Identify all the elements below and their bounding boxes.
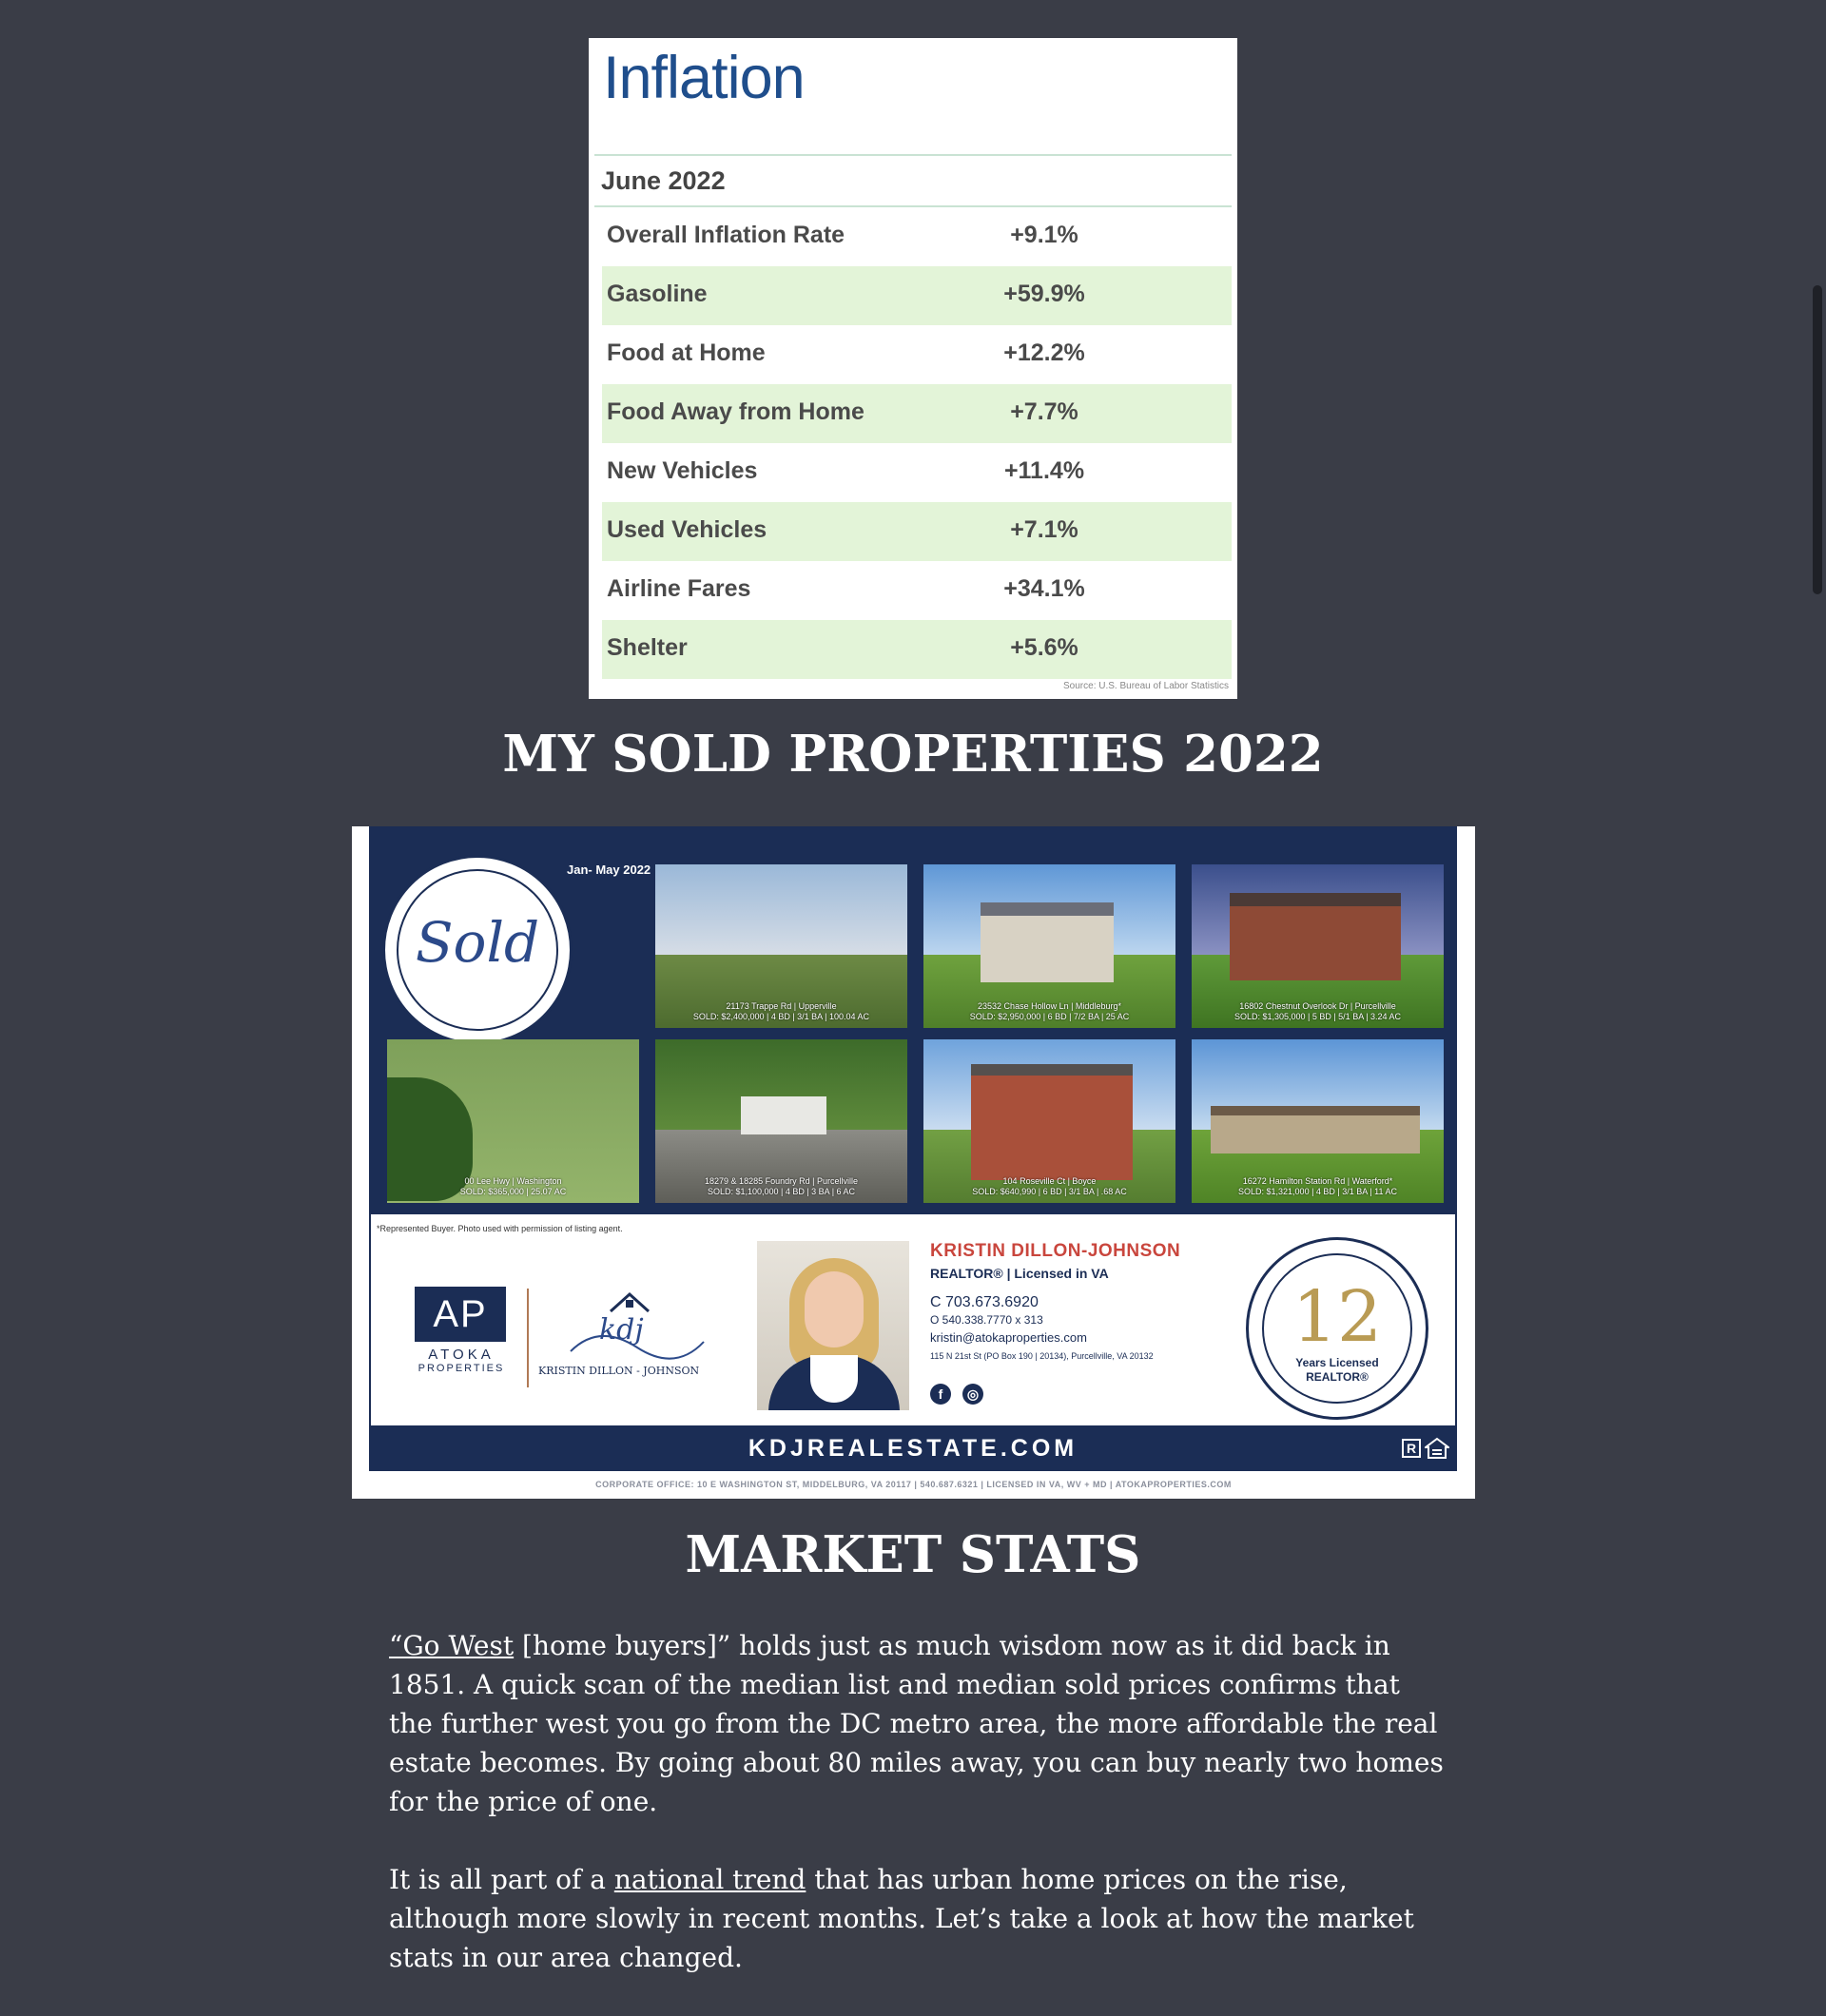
category-name: Overall Inflation Rate xyxy=(607,222,845,248)
property-photo xyxy=(923,864,1175,1028)
page-scrollbar[interactable] xyxy=(1809,0,1826,1988)
property-address: 104 Roseville Ct | Boyce xyxy=(1002,1176,1097,1186)
kdj-script: kdj xyxy=(599,1313,644,1347)
kdj-name: KRISTIN DILLON - JOHNSON xyxy=(538,1365,700,1377)
property-sold: SOLD: $2,400,000 | 4 BD | 3/1 BA | 100.04 AC xyxy=(692,1012,870,1021)
atoka-name: ATOKA xyxy=(428,1347,495,1363)
category-value: +9.1% xyxy=(1010,222,1078,248)
category-name: New Vehicles xyxy=(607,457,758,484)
agent-address: 115 N 21st St (PO Box 190 | 20134), Purcellville, VA 20132 xyxy=(930,1351,1154,1361)
paragraph-text: that has urban home prices on the rise, although more slowly in recent months. Let’s take a look at how the market stats in our area changed. xyxy=(389,1864,1414,1973)
property-photo xyxy=(655,864,907,1028)
paragraph-text: [home buyers]” holds just as much wisdom now as it did back in 1851. A quick scan of the median list and median sold prices confirms that the further west you go from the DC metro area, the more affordable the real estate becomes. By going about 80 miles away, you can buy nearly two homes for the price of one. xyxy=(389,1630,1444,1817)
years-line1: Years Licensed xyxy=(1295,1356,1379,1369)
inflation-row xyxy=(602,443,1232,502)
date-range: Jan- May 2022 xyxy=(567,863,651,877)
website-url: KDJREALESTATE.COM xyxy=(748,1435,1078,1462)
inflation-rows xyxy=(602,207,1232,679)
instagram-icon: ◎ xyxy=(962,1384,983,1405)
property-sold: SOLD: $1,305,000 | 5 BD | 5/1 BA | 3.24 AC xyxy=(1234,1012,1402,1021)
inflation-row xyxy=(602,207,1232,266)
category-name: Used Vehicles xyxy=(607,516,767,543)
agent-portrait xyxy=(757,1241,909,1410)
property-address: 00 Lee Hwy | Washington xyxy=(464,1176,562,1186)
category-name: Food Away from Home xyxy=(607,398,864,425)
inflation-month: June 2022 xyxy=(601,166,726,195)
agent-office: O 540.338.7770 x 313 xyxy=(930,1313,1043,1327)
property-address: 21173 Trappe Rd | Upperville xyxy=(726,1001,837,1011)
property-photo xyxy=(387,1039,639,1203)
property-address: 16802 Chestnut Overlook Dr | Purcellville xyxy=(1239,1001,1396,1011)
inflation-table-image xyxy=(589,38,1237,699)
property-sold: SOLD: $640,990 | 6 BD | 3/1 BA | .68 AC xyxy=(972,1187,1127,1196)
property-address: 16272 Hamilton Station Rd | Waterford* xyxy=(1242,1176,1393,1186)
inflation-row xyxy=(602,384,1232,443)
property-sold: SOLD: $2,950,000 | 6 BD | 7/2 BA | 25 AC xyxy=(969,1012,1130,1021)
scrollbar-thumb[interactable] xyxy=(1813,285,1822,594)
national-trend-link[interactable]: national trend xyxy=(613,1864,806,1895)
logo-divider xyxy=(527,1289,529,1387)
realtor-r-icon: R xyxy=(1402,1439,1421,1458)
inflation-row xyxy=(602,561,1232,620)
agent-name: KRISTIN DILLON-JOHNSON xyxy=(930,1241,1181,1261)
kdj-logo xyxy=(542,1285,723,1370)
category-name: Airline Fares xyxy=(607,575,751,602)
inflation-source: Source: U.S. Bureau of Labor Statistics xyxy=(1063,681,1229,691)
property-photo xyxy=(1192,1039,1444,1203)
atoka-logo: AP xyxy=(415,1287,506,1342)
inflation-row xyxy=(602,266,1232,325)
property-address: 18279 & 18285 Foundry Rd | Purcellville xyxy=(705,1176,858,1186)
property-sold: SOLD: $1,321,000 | 4 BD | 3/1 BA | 11 AC xyxy=(1238,1187,1397,1196)
equal-housing-icon xyxy=(1425,1437,1449,1460)
category-value: +34.1% xyxy=(1003,575,1085,602)
agent-email: kristin@atokaproperties.com xyxy=(930,1330,1087,1345)
inflation-row xyxy=(602,620,1232,679)
sold-script: Sold xyxy=(415,910,540,975)
website-bar xyxy=(369,1425,1457,1471)
property-sold: SOLD: $1,100,000 | 4 BD | 3 BA | 6 AC xyxy=(707,1187,856,1196)
article-paragraph xyxy=(389,1626,1447,1821)
paragraph-text: It is all part of a xyxy=(389,1864,614,1895)
category-value: +11.4% xyxy=(1003,457,1085,484)
atoka-sub: PROPERTIES xyxy=(418,1363,505,1374)
agent-cell: C 703.673.6920 xyxy=(930,1294,1039,1310)
category-value: +7.1% xyxy=(1010,516,1078,543)
go-west-link[interactable]: “Go West xyxy=(389,1630,515,1661)
category-name: Gasoline xyxy=(607,281,708,307)
agent-title: REALTOR® | Licensed in VA xyxy=(930,1266,1109,1281)
property-photo xyxy=(923,1039,1175,1203)
property-sold: SOLD: $365,000 | 25.07 AC xyxy=(459,1187,567,1196)
article-body xyxy=(389,1626,1447,2016)
inflation-row xyxy=(602,325,1232,384)
category-value: +5.6% xyxy=(1010,634,1078,661)
flyer-photo-panel xyxy=(369,826,1457,1214)
divider xyxy=(594,154,1232,156)
inflation-title: Inflation xyxy=(603,45,805,111)
sold-properties-flyer xyxy=(352,826,1475,1499)
years-number: 12 xyxy=(1292,1276,1383,1358)
photo-note: *Represented Buyer. Photo used with permission of listing agent. xyxy=(377,1224,623,1233)
corporate-office-line: CORPORATE OFFICE: 10 E WASHINGTON ST, MIDDELBURG, VA 20117 | 540.687.6321 | LICENSED IN VA, WV + MD | ATOKAPROPERTIES.COM xyxy=(595,1480,1232,1489)
property-photo xyxy=(655,1039,907,1203)
inflation-row xyxy=(602,502,1232,561)
property-address: 23532 Chase Hollow Ln | Middleburg* xyxy=(978,1001,1121,1011)
years-licensed-badge xyxy=(1246,1237,1428,1420)
category-value: +7.7% xyxy=(1010,398,1078,425)
sold-badge xyxy=(382,855,573,1045)
category-name: Shelter xyxy=(607,634,688,661)
market-stats-heading: MARKET STATS xyxy=(685,1525,1141,1584)
facebook-icon: f xyxy=(930,1384,951,1405)
property-photo xyxy=(1192,864,1444,1028)
category-value: +12.2% xyxy=(1003,339,1085,366)
years-line2: REALTOR® xyxy=(1306,1370,1369,1384)
category-value: +59.9% xyxy=(1003,281,1085,307)
article-paragraph xyxy=(389,1860,1447,1977)
sold-properties-heading: MY SOLD PROPERTIES 2022 xyxy=(502,725,1324,784)
category-name: Food at Home xyxy=(607,339,766,366)
